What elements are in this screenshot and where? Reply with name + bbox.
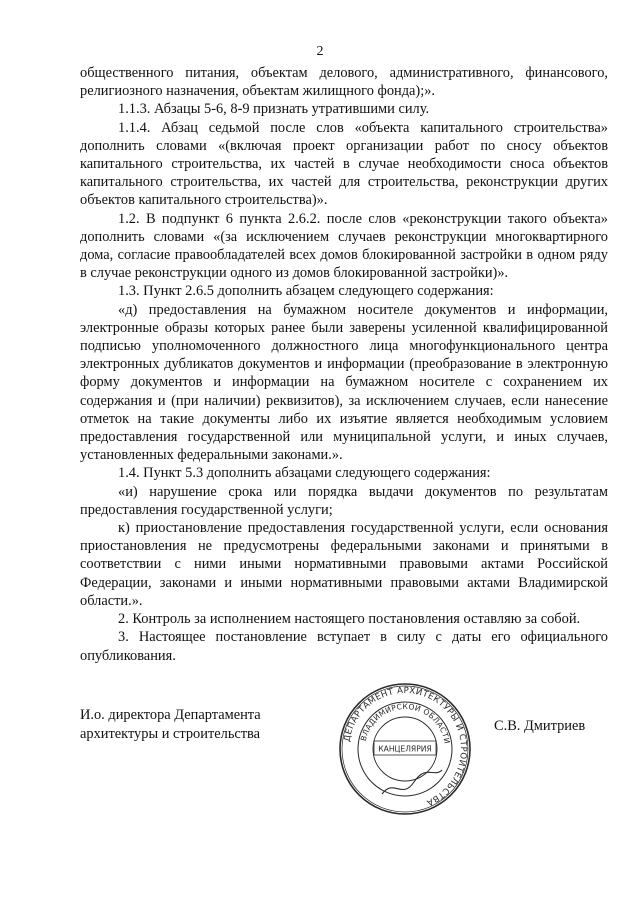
paragraph: 3. Настоящее постановление вступает в силу с даты его официального опубликования. bbox=[80, 629, 608, 664]
document-body bbox=[80, 64, 608, 665]
signatory-title bbox=[80, 706, 261, 744]
page-number: 2 bbox=[316, 44, 324, 59]
signatory-title-line: архитектуры и строительства bbox=[80, 726, 261, 742]
stamp-outer-text: ДЕПАРТАМЕНТ АРХИТЕКТУРЫ И СТРОИТЕЛЬСТВА bbox=[342, 685, 469, 808]
paragraph: 1.1.3. Абзацы 5-6, 8-9 признать утратившими силу. bbox=[118, 101, 430, 118]
signature-scribble bbox=[382, 770, 442, 794]
paragraph: общественного питания, объектам делового, административного, финансового, религиозного назначения, объектам жилищного фонда);». bbox=[80, 65, 608, 100]
official-stamp bbox=[338, 682, 472, 816]
paragraph: «и) нарушение срока или порядка выдачи документов по результатам предоставления государственной услуги; bbox=[80, 483, 608, 518]
stamp-center-text: КАНЦЕЛЯРИЯ bbox=[378, 744, 432, 754]
paragraph: 1.3. Пункт 2.6.5 дополнить абзацем следующего содержания: bbox=[118, 283, 494, 300]
svg-text:ВЛАДИМИРСКОЙ ОБЛАСТИ bbox=[359, 702, 452, 745]
paragraph: 2. Контроль за исполнением настоящего постановления оставляю за собой. bbox=[118, 611, 581, 628]
signatory-name: С.В. Дмитриев bbox=[494, 718, 586, 734]
signatory-title-line: И.о. директора Департамента bbox=[80, 707, 261, 723]
paragraph: к) приостановление предоставления государственной услуги, если основания приостановления не предусмотрены федеральными законами и принятыми в соответствии с ними иными нормативными правовыми актами Российской Федерации, законами и иными нормативными правовыми актами Владимирской области.». bbox=[80, 520, 608, 609]
paragraph: «д) предоставления на бумажном носителе документов и информации, электронные образы которых ранее были заверены усиленной квалифицированной подписью уполномоченного должностного лица многофункционального центра электронных дубликатов документов и информации (преобразование в электронную форму документов и информации на бумажном носителе с сохранением их содержания и (при наличии) реквизитов), за исключением случаев, если нанесение отметок на такие документы либо их изъятие является необходимым условием предоставления государственной или муниципальной услуги, и иных случаев, установленных федеральными законами.». bbox=[80, 301, 608, 464]
paragraph: 1.4. Пункт 5.3 дополнить абзацами следующего содержания: bbox=[118, 465, 491, 482]
paragraph: 1.1.4. Абзац седьмой после слов «объекта капитального строительства» дополнить словами «(включая проект организации работ по сносу объектов капитального строительства, их частей в случае необходимости сноса объектов капитального строительства, их частей для строительства, реконструкции других объектов капитального строительства)». bbox=[80, 119, 608, 209]
stamp-inner-text: ВЛАДИМИРСКОЙ ОБЛАСТИ bbox=[358, 701, 452, 745]
paragraph: 1.2. В подпункт 6 пункта 2.6.2. после слов «реконструкции такого объекта» дополнить словами «(за исключением случаев реконструкции многоквартирного дома, согласие правообладателей всех домов блокированной застройки в одном ряду в случае реконструкции одного из домов блокированной застройки)». bbox=[80, 210, 608, 282]
